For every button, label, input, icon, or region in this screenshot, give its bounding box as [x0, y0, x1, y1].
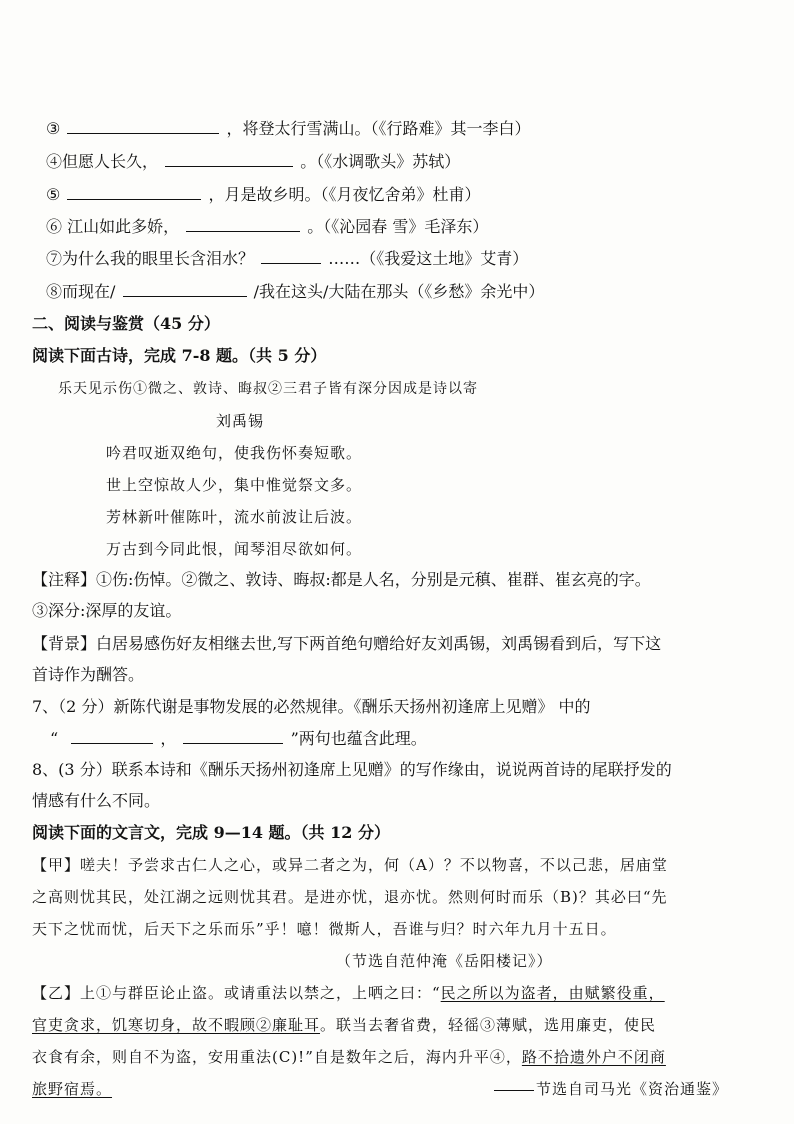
item-lead: ⑦为什么我的眼里长含泪水？: [46, 249, 255, 268]
item-number: ③: [46, 119, 61, 138]
poem-background: 【背景】白居易感伤好友相继去世,写下两首绝句赠给好友刘禹锡，刘禹锡看到后，写下这: [32, 634, 662, 653]
passage-text: 。联当去奢省费，轻徭③薄赋，选用廉吏，使民: [320, 1016, 657, 1034]
item-text: /我在这头/大陆在那头（《乡愁》余光中）: [253, 282, 545, 301]
answer-blank[interactable]: [186, 215, 300, 232]
question-7-blanks: [50, 727, 427, 750]
poem-line: 芳林新叶催陈叶，流水前波让后波。: [106, 508, 363, 526]
passage-yi: [32, 982, 665, 1004]
passage-text: 【乙】上①与群臣论止盗。或请重法以禁之，上哂之曰：“: [32, 984, 441, 1002]
underlined-sentence: 旅野宿焉。: [32, 1080, 113, 1098]
open-quote: “: [50, 729, 59, 748]
poem-notes-cont: ③深分:深厚的友谊。: [32, 601, 182, 620]
poem-author: 刘禹锡: [216, 412, 265, 430]
poem-instructions: 阅读下面古诗，完成 7-8 题。（共 5 分）: [32, 346, 327, 365]
poem-line: 万古到今同此恨，闻琴泪尽欲如何。: [106, 540, 363, 558]
item-lead: ⑥ 江山如此多娇，: [46, 217, 180, 236]
passage-yi-cont: [32, 1046, 666, 1068]
close-text: ”两句也蕴含此理。: [290, 729, 427, 748]
poem-title: 乐天见示伤①微之、敦诗、晦叔②三君子皆有深分因成是诗以寄: [58, 381, 478, 397]
item-lead: ⑧而现在/: [46, 282, 116, 301]
item-number: ⑤: [46, 185, 61, 204]
fill-item-7: [46, 247, 528, 270]
passage-text: 衣食有余，则自不为盗，安用重法(C)!”自是数年之后，海内升平④，: [32, 1048, 522, 1066]
fill-item-6: [46, 215, 488, 238]
fill-item-3: [46, 117, 531, 140]
prose-instructions: 阅读下面的文言文，完成 9—14 题。（共 12 分）: [32, 823, 390, 842]
source-text: 节选自司马光《资治通鉴》: [536, 1080, 729, 1098]
passage-yi-cont: [32, 1014, 656, 1036]
item-text: 。（《沁园春 雪》毛泽东）: [307, 217, 489, 236]
passage-yi-source: [494, 1078, 728, 1100]
item-text: 。（《水调歌头》苏轼）: [300, 152, 461, 171]
answer-blank[interactable]: [67, 117, 219, 134]
answer-blank[interactable]: [165, 150, 293, 167]
fill-item-8: [46, 280, 544, 303]
poem-notes: 【注释】①伤:伤悼。②微之、敦诗、晦叔:都是人名，分别是元稹、崔群、崔玄亮的字。: [32, 570, 651, 589]
item-text: ，月是故乡明。（《月夜忆舍弟》杜甫）: [208, 185, 481, 204]
question-8-cont: 情感有什么不同。: [32, 791, 161, 810]
poem-line: 吟君叹逝双绝句，使我伤怀奏短歌。: [106, 444, 363, 462]
question-8: 8、(3 分）联系本诗和《酬乐天扬州初逢席上见赠》的写作缘由，说说两首诗的尾联抒发的: [32, 760, 672, 779]
underlined-sentence: 路不拾遗外户不闭商: [521, 1048, 666, 1066]
poem-background-cont: 首诗作为酬答。: [32, 665, 145, 684]
passage-jia-cont: 之高则忧其民，处江湖之远则忧其君。是进亦忧，退亦忧。然则何时而乐（B)？其必曰“先: [32, 888, 668, 906]
poem-line: 世上空惊故人少，集中惟觉祭文多。: [106, 476, 363, 494]
question-7: 7、（2 分）新陈代谢是事物发展的必然规律。《酬乐天扬州初逢席上见赠》 中的: [32, 697, 591, 716]
fill-item-4: [46, 150, 460, 173]
answer-blank[interactable]: [261, 247, 321, 264]
answer-blank[interactable]: [67, 183, 201, 200]
comma: ，: [160, 729, 177, 748]
item-lead: ④但愿人长久，: [46, 152, 159, 171]
passage-yi-cont: [32, 1078, 112, 1100]
passage-jia-source: （节选自范仲淹《岳阳楼记》）: [336, 952, 553, 970]
fill-item-5: [46, 183, 481, 206]
item-text: ……（《我爱这土地》艾青）: [328, 249, 529, 268]
answer-blank[interactable]: [183, 727, 283, 744]
underlined-sentence: 官吏贪求，饥寒切身，故不暇顾②廉耻耳: [32, 1016, 321, 1034]
answer-blank[interactable]: [71, 727, 153, 744]
em-dash: [494, 1090, 534, 1091]
underlined-sentence: 民之所以为盗者，由赋繁役重，: [440, 984, 665, 1002]
passage-jia-cont: 天下之忧而忧，后天下之乐而乐”乎！噫！微斯人，吾谁与归？时六年九月十五日。: [32, 920, 617, 938]
item-text: ，将登太行雪满山。（《行路难》其一李白）: [226, 119, 531, 138]
section-title: 二、阅读与鉴赏（45 分）: [32, 314, 220, 333]
answer-blank[interactable]: [123, 280, 247, 297]
passage-jia: 【甲】嗟夫！予尝求古仁人之心，或异二者之为，何（A）？不以物喜，不以己悲，居庙堂: [32, 856, 668, 874]
